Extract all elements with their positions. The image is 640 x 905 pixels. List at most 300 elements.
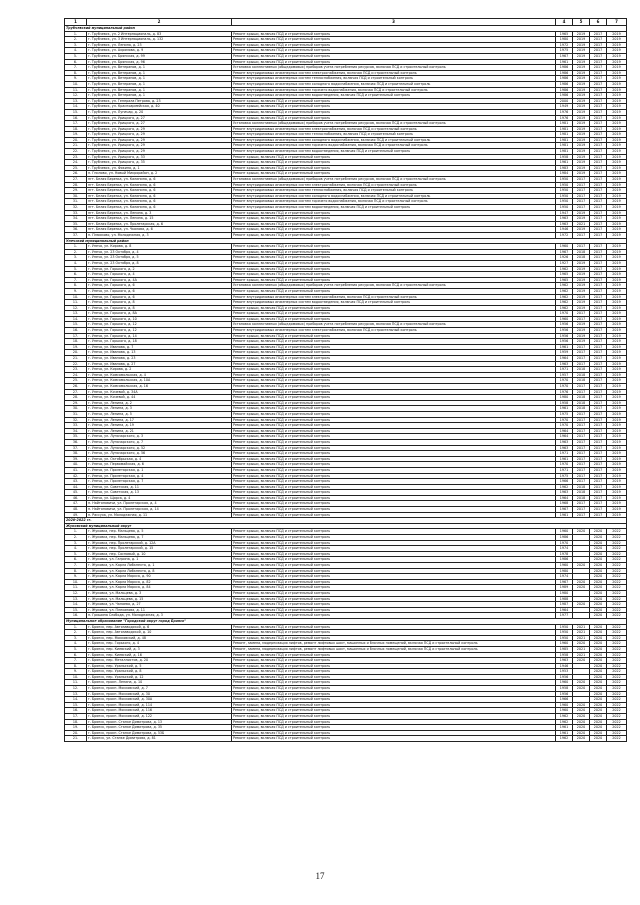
cell-year-b: 2017: [590, 81, 607, 87]
cell-work-type: Ремонт крыши, включая ПСД и строительный контроль: [232, 456, 556, 462]
cell-year-built: 1975: [556, 411, 573, 417]
cell-year-c: 2022: [607, 658, 627, 664]
cell-year-c: 2019: [607, 249, 627, 255]
cell-year-c: 2019: [607, 473, 627, 479]
cell-address: г. Брянск, просп. Ленина, д. 10: [87, 680, 232, 686]
cell-row-number: 4.: [65, 48, 87, 54]
cell-year-c: 2019: [607, 490, 627, 496]
cell-row-number: 20.: [65, 137, 87, 143]
cell-year-b: 2017: [590, 451, 607, 457]
cell-row-number: 6.: [65, 557, 87, 563]
cell-year-built: 1971: [556, 451, 573, 457]
cell-year-built: 1970: [556, 384, 573, 390]
cell-year-b: 2020: [590, 674, 607, 680]
cell-year-c: 2022: [607, 557, 627, 563]
cell-year-built: 1980: [556, 568, 573, 574]
cell-year-b: 2017: [590, 193, 607, 199]
cell-row-number: 12.: [65, 93, 87, 99]
cell-row-number: 10.: [65, 674, 87, 680]
cell-year-a: 2020: [573, 563, 590, 569]
cell-year-built: 1986: [556, 65, 573, 71]
cell-year-b: 2017: [590, 339, 607, 345]
cell-row-number: 40.: [65, 462, 87, 468]
cell-row-number: 30.: [65, 406, 87, 412]
cell-year-c: 2019: [607, 462, 627, 468]
cell-year-built: 1956: [556, 339, 573, 345]
cell-year-b: 2020: [590, 540, 607, 546]
cell-year-c: 2019: [607, 48, 627, 54]
cell-year-b: 2017: [590, 205, 607, 211]
cell-address: г. Жуковка, пер. Сосновый, д. 10: [87, 551, 232, 557]
cell-address: г. Унеча, ул. Иванова, д. 13: [87, 350, 232, 356]
cell-address: г. Жуковка, ул. Карла Либкнехта, д. 8: [87, 568, 232, 574]
cell-year-a: 2020: [573, 714, 590, 720]
cell-work-type: Ремонт крыши, включая ПСД и строительный контроль: [232, 719, 556, 725]
cell-work-type: Ремонт крыши, включая ПСД и строительный контроль: [232, 451, 556, 457]
cell-year-a: 2019: [573, 210, 590, 216]
cell-row-number: 36.: [65, 227, 87, 233]
cell-work-type: Ремонт крыши, включая ПСД и строительный контроль: [232, 288, 556, 294]
cell-work-type: Ремонт крыши, включая ПСД и строительный контроль: [232, 512, 556, 518]
cell-year-a: 2017: [573, 411, 590, 417]
cell-row-number: 22.: [65, 149, 87, 155]
cell-work-type: Ремонт внутридомовых инженерных систем электроснабжения, включая ПСД и строительный контроль: [232, 126, 556, 132]
cell-year-c: 2019: [607, 501, 627, 507]
cell-row-number: 13.: [65, 596, 87, 602]
cell-work-type: Ремонт крыши, включая ПСД и строительный контроль: [232, 630, 556, 636]
cell-work-type: Ремонт крыши, включая ПСД и строительный контроль: [232, 98, 556, 104]
cell-year-c: 2019: [607, 149, 627, 155]
cell-year-b: 2017: [590, 121, 607, 127]
cell-address: г. Унеча, ул. Горького, д. 6: [87, 288, 232, 294]
cell-year-a: 2019: [573, 328, 590, 334]
cell-year-b: 2020: [590, 702, 607, 708]
cell-year-built: 1974: [556, 574, 573, 580]
cell-year-a: 2018: [573, 400, 590, 406]
cell-address: г. Трубчевск, ул. Ветеранов, д. 1: [87, 81, 232, 87]
cell-row-number: 3.: [65, 635, 87, 641]
cell-row-number: 21.: [65, 736, 87, 742]
cell-year-b: 2020: [590, 590, 607, 596]
cell-address: г. Брянск, пер. Киевский, д. 16: [87, 652, 232, 658]
cell-row-number: 32.: [65, 205, 87, 211]
cell-year-a: 2020: [573, 658, 590, 664]
cell-row-number: 11.: [65, 585, 87, 591]
cell-year-b: 2017: [590, 322, 607, 328]
cell-year-c: 2022: [607, 646, 627, 652]
cell-year-b: 2020: [590, 574, 607, 580]
cell-row-number: 41.: [65, 467, 87, 473]
cell-address: г. Унеча, ул. Кочевой, д. 34А: [87, 389, 232, 395]
cell-year-c: 2022: [607, 624, 627, 630]
cell-year-built: 1965: [556, 277, 573, 283]
cell-year-built: 1989: [556, 585, 573, 591]
cell-year-c: 2022: [607, 663, 627, 669]
cell-row-number: 48.: [65, 507, 87, 513]
cell-year-built: 1950: [556, 624, 573, 630]
cell-year-a: 2019: [573, 104, 590, 110]
cell-year-b: 2017: [590, 434, 607, 440]
cell-work-type: Ремонт крыши, включая ПСД и строительный контроль: [232, 708, 556, 714]
cell-year-c: 2019: [607, 177, 627, 183]
cell-year-c: 2019: [607, 467, 627, 473]
cell-work-type: Ремонт крыши, включая ПСД и строительный контроль: [232, 31, 556, 37]
cell-year-a: 2019: [573, 227, 590, 233]
cell-year-b: 2017: [590, 495, 607, 501]
cell-year-b: 2020: [590, 585, 607, 591]
cell-address: пгт. Белая Березка, ул. Ленина, д. 3: [87, 210, 232, 216]
cell-year-b: 2017: [590, 328, 607, 334]
cell-year-c: 2019: [607, 479, 627, 485]
cell-year-built: 1959: [556, 350, 573, 356]
cell-year-built: 1986: [556, 93, 573, 99]
cell-address: г. Унеча, ул. Горького, д. 14: [87, 333, 232, 339]
cell-year-a: 2018: [573, 406, 590, 412]
cell-work-type: Ремонт крыши, включая ПСД и строительный контроль: [232, 216, 556, 222]
col-header-6: 6: [590, 19, 607, 26]
cell-year-b: 2017: [590, 300, 607, 306]
cell-year-c: 2022: [607, 540, 627, 546]
cell-work-type: Ремонт крыши, включая ПСД и строительный контроль: [232, 702, 556, 708]
cell-year-b: 2017: [590, 160, 607, 166]
cell-year-a: 2017: [573, 456, 590, 462]
cell-address: г. Жуковка, ул. Карла Маркса, д. 84: [87, 585, 232, 591]
cell-row-number: 27.: [65, 177, 87, 183]
cell-year-b: 2017: [590, 154, 607, 160]
cell-work-type: Ремонт крыши, включая ПСД и строительный контроль: [232, 691, 556, 697]
cell-year-a: 2020: [573, 680, 590, 686]
cell-year-b: 2020: [590, 691, 607, 697]
cell-year-a: 2018: [573, 372, 590, 378]
cell-address: г. Трубчевск, ул. Ленина, д. 23: [87, 42, 232, 48]
cell-row-number: 4.: [65, 546, 87, 552]
cell-row-number: 44.: [65, 484, 87, 490]
cell-row-number: 46.: [65, 495, 87, 501]
cell-year-b: 2020: [590, 719, 607, 725]
cell-year-a: 2019: [573, 160, 590, 166]
cell-year-c: 2019: [607, 423, 627, 429]
cell-year-b: 2017: [590, 423, 607, 429]
cell-year-b: 2017: [590, 350, 607, 356]
cell-year-b: 2017: [590, 356, 607, 362]
cell-year-c: 2022: [607, 714, 627, 720]
cell-address: г. Брянск, пер. Автозаводской, д. 10: [87, 630, 232, 636]
cell-year-a: 2019: [573, 277, 590, 283]
cell-row-number: 43.: [65, 479, 87, 485]
cell-address: г. Унеча, ул. Горького, д. 8: [87, 300, 232, 306]
cell-row-number: 33.: [65, 423, 87, 429]
cell-year-c: 2022: [607, 607, 627, 613]
cell-year-b: 2020: [590, 568, 607, 574]
cell-year-c: 2019: [607, 428, 627, 434]
cell-year-c: 2019: [607, 305, 627, 311]
cell-work-type: Ремонт крыши, включая ПСД и строительный контроль: [232, 674, 556, 680]
cell-year-a: 2019: [573, 132, 590, 138]
cell-year-a: 2017: [573, 344, 590, 350]
cell-year-b: 2020: [590, 641, 607, 647]
cell-year-b: 2017: [590, 249, 607, 255]
cell-year-a: 2017: [573, 384, 590, 390]
cell-row-number: 29.: [65, 188, 87, 194]
cell-year-c: 2019: [607, 260, 627, 266]
cell-row-number: 7.: [65, 65, 87, 71]
cell-year-built: 1926: [556, 255, 573, 261]
cell-year-built: 1961: [556, 456, 573, 462]
cell-row-number: 20.: [65, 350, 87, 356]
cell-address: г. Жуковка, ул. Карла Либкнехта, д. 1: [87, 563, 232, 569]
cell-year-c: 2019: [607, 283, 627, 289]
cell-year-built: 1950: [556, 205, 573, 211]
cell-year-a: 2019: [573, 109, 590, 115]
cell-year-built: 1964: [556, 434, 573, 440]
cell-address: г. Унеча, ул. Кирова, д. 2: [87, 367, 232, 373]
cell-row-number: 24.: [65, 372, 87, 378]
cell-address: г. Жуковка, ул. Карла Маркса, д. 82: [87, 579, 232, 585]
cell-year-a: 2019: [573, 165, 590, 171]
cell-year-a: 2019: [573, 143, 590, 149]
cell-address: г. Унеча, ул. Горького, д. 4А: [87, 277, 232, 283]
cell-address: г. Брянск, пер. Уральский, д. 5: [87, 663, 232, 669]
cell-year-c: 2019: [607, 143, 627, 149]
cell-year-b: 2017: [590, 143, 607, 149]
cell-work-type: Ремонт крыши, включая ПСД и строительный контроль: [232, 445, 556, 451]
cell-year-built: 1964: [556, 607, 573, 613]
cell-year-built: 1958: [556, 400, 573, 406]
cell-year-b: 2020: [590, 529, 607, 535]
cell-year-built: 1962: [556, 714, 573, 720]
cell-year-a: 2018: [573, 495, 590, 501]
cell-work-type: Ремонт крыши, включая ПСД и строительный контроль: [232, 244, 556, 250]
cell-year-b: 2017: [590, 126, 607, 132]
cell-row-number: 12.: [65, 686, 87, 692]
cell-address: г. Жуковка, пер. Мальцева, д. 7: [87, 535, 232, 541]
cell-address: п. Плюсково, ул. Молодежная, д. 3: [87, 232, 232, 238]
cell-year-built: 1970: [556, 417, 573, 423]
cell-address: г. Трубчевск, ул. Брянская, д. 96: [87, 59, 232, 65]
cell-year-b: 2017: [590, 260, 607, 266]
cell-work-type: Ремонт крыши, включая ПСД и строительный контроль: [232, 428, 556, 434]
cell-work-type: Ремонт крыши, включая ПСД и строительный контроль: [232, 109, 556, 115]
cell-row-number: 28.: [65, 182, 87, 188]
cell-year-b: 2017: [590, 98, 607, 104]
cell-year-built: 1964: [556, 356, 573, 362]
cell-address: г. Трубчевск, ул. Урицкого, д. 35: [87, 160, 232, 166]
cell-row-number: 6.: [65, 652, 87, 658]
cell-work-type: Ремонт внутридомовых инженерных систем теплоснабжения, включая ПСД и строительный контроль: [232, 132, 556, 138]
cell-year-c: 2019: [607, 356, 627, 362]
cell-address: г. Брянск, пер. Металлистов, д. 20: [87, 658, 232, 664]
cell-address: пгт. Белая Березка, ул. Калинина, д. 6: [87, 182, 232, 188]
cell-row-number: 31.: [65, 411, 87, 417]
cell-address: г. Унеча, ул. Ленина, д. 3: [87, 406, 232, 412]
cell-row-number: 23.: [65, 154, 87, 160]
cell-row-number: 33.: [65, 210, 87, 216]
cell-year-b: 2020: [590, 551, 607, 557]
cell-year-built: 1970: [556, 378, 573, 384]
cell-address: г. Унеча, ул. Пролетарская, д. 4: [87, 473, 232, 479]
cell-address: г. Трубчевск, ул. 3 Интернациональ, д. 132: [87, 37, 232, 43]
cell-year-c: 2019: [607, 255, 627, 261]
cell-year-a: 2020: [573, 585, 590, 591]
cell-row-number: 37.: [65, 232, 87, 238]
cell-address: г. Брянск, просп. Станке Димитрова, д. 35: [87, 725, 232, 731]
cell-year-a: 2019: [573, 260, 590, 266]
cell-row-number: 16.: [65, 613, 87, 619]
cell-address: г. Унеча, ул. Ленина, д. 2: [87, 400, 232, 406]
cell-work-type: Ремонт крыши, включая ПСД и строительный контроль: [232, 635, 556, 641]
cell-year-c: 2019: [607, 512, 627, 518]
cell-work-type: Ремонт крыши, включая ПСД и строительный контроль: [232, 154, 556, 160]
cell-year-c: 2019: [607, 266, 627, 272]
cell-work-type: Ремонт крыши, включая ПСД и строительный контроль: [232, 59, 556, 65]
page-number: 17: [315, 871, 325, 881]
cell-year-b: 2017: [590, 361, 607, 367]
col-header-2: 2: [87, 19, 232, 26]
cell-row-number: 13.: [65, 98, 87, 104]
cell-year-built: 1987: [556, 602, 573, 608]
cell-year-built: 1976: [556, 109, 573, 115]
cell-work-type: Ремонт крыши, включая ПСД и строительный контроль: [232, 406, 556, 412]
cell-year-a: 2017: [573, 462, 590, 468]
cell-work-type: Ремонт крыши, включая ПСД и строительный контроль: [232, 232, 556, 238]
cell-work-type: Ремонт крыши, включая ПСД и строительный контроль: [232, 277, 556, 283]
cell-year-a: 2018: [573, 249, 590, 255]
cell-year-a: 2018: [573, 367, 590, 373]
cell-address: г. Трубчевск, ул. Урицкого, д. 29: [87, 126, 232, 132]
cell-address: г. Унеча, ул. Ленина, д. 19: [87, 423, 232, 429]
cell-work-type: Установка коллективных (общедомовых) приборов учета потребления ресурсов, включая ПСД и строительный контроль: [232, 177, 556, 183]
cell-address: г. Унеча, ул. Горького, д. 12: [87, 328, 232, 334]
cell-year-b: 2017: [590, 137, 607, 143]
cell-year-c: 2022: [607, 669, 627, 675]
cell-year-c: 2019: [607, 42, 627, 48]
cell-year-a: 2017: [573, 361, 590, 367]
cell-year-built: 1961: [556, 160, 573, 166]
cell-work-type: Ремонт крыши, включая ПСД и строительный контроль: [232, 529, 556, 535]
cell-year-built: 1963: [556, 216, 573, 222]
cell-work-type: Ремонт крыши, включая ПСД и строительный контроль: [232, 624, 556, 630]
cell-work-type: Ремонт крыши, включая ПСД и строительный контроль: [232, 501, 556, 507]
cell-row-number: 34.: [65, 428, 87, 434]
cell-year-a: 2019: [573, 53, 590, 59]
cell-address: г. Унеча, ул. Ленина, д. 17: [87, 417, 232, 423]
cell-year-b: 2017: [590, 115, 607, 121]
cell-address: г. Унеча, ул. Комсомольская, д. 4: [87, 372, 232, 378]
cell-work-type: Ремонт крыши, включая ПСД и строительный контроль: [232, 535, 556, 541]
cell-address: г. Брянск, пер. Горького, д. 4: [87, 641, 232, 647]
cell-row-number: 1.: [65, 529, 87, 535]
cell-work-type: Ремонт крыши, включая ПСД и строительный контроль: [232, 221, 556, 227]
cell-year-c: 2022: [607, 574, 627, 580]
cell-row-number: 18.: [65, 339, 87, 345]
cell-work-type: Ремонт крыши, включая ПСД и строительный контроль: [232, 400, 556, 406]
cell-year-c: 2019: [607, 439, 627, 445]
cell-year-b: 2017: [590, 445, 607, 451]
cell-year-a: 2017: [573, 445, 590, 451]
cell-row-number: 28.: [65, 395, 87, 401]
cell-year-built: 1960: [556, 563, 573, 569]
cell-year-b: 2017: [590, 283, 607, 289]
cell-year-c: 2022: [607, 585, 627, 591]
cell-address: г. Унеча, ул. Кирова, д. 8: [87, 244, 232, 250]
cell-year-built: 1976: [556, 389, 573, 395]
cell-work-type: Ремонт крыши, включая ПСД и строительный контроль: [232, 730, 556, 736]
cell-address: пгт. Белая Березка, ул. Калинина, д. 6: [87, 177, 232, 183]
cell-year-b: 2017: [590, 149, 607, 155]
cell-year-built: 1962: [556, 719, 573, 725]
cell-row-number: 8.: [65, 568, 87, 574]
cell-year-c: 2019: [607, 121, 627, 127]
cell-year-built: 1958: [556, 686, 573, 692]
cell-year-b: 2017: [590, 484, 607, 490]
cell-year-a: 2017: [573, 434, 590, 440]
cell-address: г. Унеча, ул. Октябрьская, д. 4: [87, 456, 232, 462]
cell-work-type: Ремонт крыши, включая ПСД и строительный контроль: [232, 574, 556, 580]
cell-address: г. Унеча, ул. 23 Октября, д. 5: [87, 255, 232, 261]
cell-row-number: 21.: [65, 143, 87, 149]
cell-year-c: 2022: [607, 652, 627, 658]
cell-work-type: Ремонт крыши, включая ПСД и строительный контроль: [232, 484, 556, 490]
cell-year-b: 2017: [590, 294, 607, 300]
cell-row-number: 12.: [65, 590, 87, 596]
cell-year-c: 2019: [607, 311, 627, 317]
cell-address: пгт. Белая Березка, ул. Пролетарская, д. 6: [87, 221, 232, 227]
cell-row-number: 15.: [65, 607, 87, 613]
cell-year-b: 2020: [590, 607, 607, 613]
cell-work-type: Ремонт крыши, включая ПСД и строительный контроль: [232, 160, 556, 166]
cell-year-a: 2019: [573, 322, 590, 328]
cell-address: п. Найтоповичи, ул. Пролетарская, д. 4: [87, 501, 232, 507]
cell-year-a: 2019: [573, 70, 590, 76]
cell-year-built: 1978: [556, 551, 573, 557]
cell-year-built: 1947: [556, 210, 573, 216]
cell-year-c: 2022: [607, 546, 627, 552]
cell-year-a: 2017: [573, 512, 590, 518]
cell-year-a: 2017: [573, 311, 590, 317]
cell-year-c: 2019: [607, 400, 627, 406]
cell-year-b: 2020: [590, 708, 607, 714]
cell-year-built: 1975: [556, 473, 573, 479]
cell-year-built: 1962: [556, 294, 573, 300]
cell-address: г. Унеча, ул. Первомайская, д. 6: [87, 462, 232, 468]
cell-row-number: 7.: [65, 277, 87, 283]
cell-year-c: 2019: [607, 65, 627, 71]
cell-address: г. Унеча, ул. Горького, д. 8А: [87, 311, 232, 317]
cell-year-a: 2020: [573, 686, 590, 692]
cell-year-built: 1981: [556, 126, 573, 132]
cell-work-type: Ремонт крыши, включая ПСД и строительный контроль: [232, 596, 556, 602]
cell-year-built: 1986: [556, 535, 573, 541]
cell-year-built: 1984: [556, 171, 573, 177]
cell-address: г. Брянск, пер. Уральский, д. 12: [87, 674, 232, 680]
cell-address: г. Брянск, пер. Уральский, д. 8: [87, 669, 232, 675]
cell-year-a: 2020: [573, 641, 590, 647]
cell-year-built: 1980: [556, 590, 573, 596]
cell-year-a: 2019: [573, 266, 590, 272]
cell-year-built: 1970: [556, 311, 573, 317]
cell-work-type: Ремонт внутридомовых инженерных систем электроснабжения, включая ПСД и строительный контроль: [232, 182, 556, 188]
cell-row-number: 1.: [65, 244, 87, 250]
cell-year-b: 2020: [590, 557, 607, 563]
cell-year-a: 2019: [573, 48, 590, 54]
cell-year-b: 2017: [590, 400, 607, 406]
cell-year-c: 2022: [607, 708, 627, 714]
cell-year-built: 1963: [556, 658, 573, 664]
cell-year-a: 2021: [573, 646, 590, 652]
cell-work-type: Установка коллективных (общедомовых) приборов учета потребления ресурсов, включая ПСД и строительный контроль: [232, 322, 556, 328]
cell-address: г. Брянск, ул. Станке Димитрова, д. 81: [87, 736, 232, 742]
cell-year-b: 2020: [590, 686, 607, 692]
